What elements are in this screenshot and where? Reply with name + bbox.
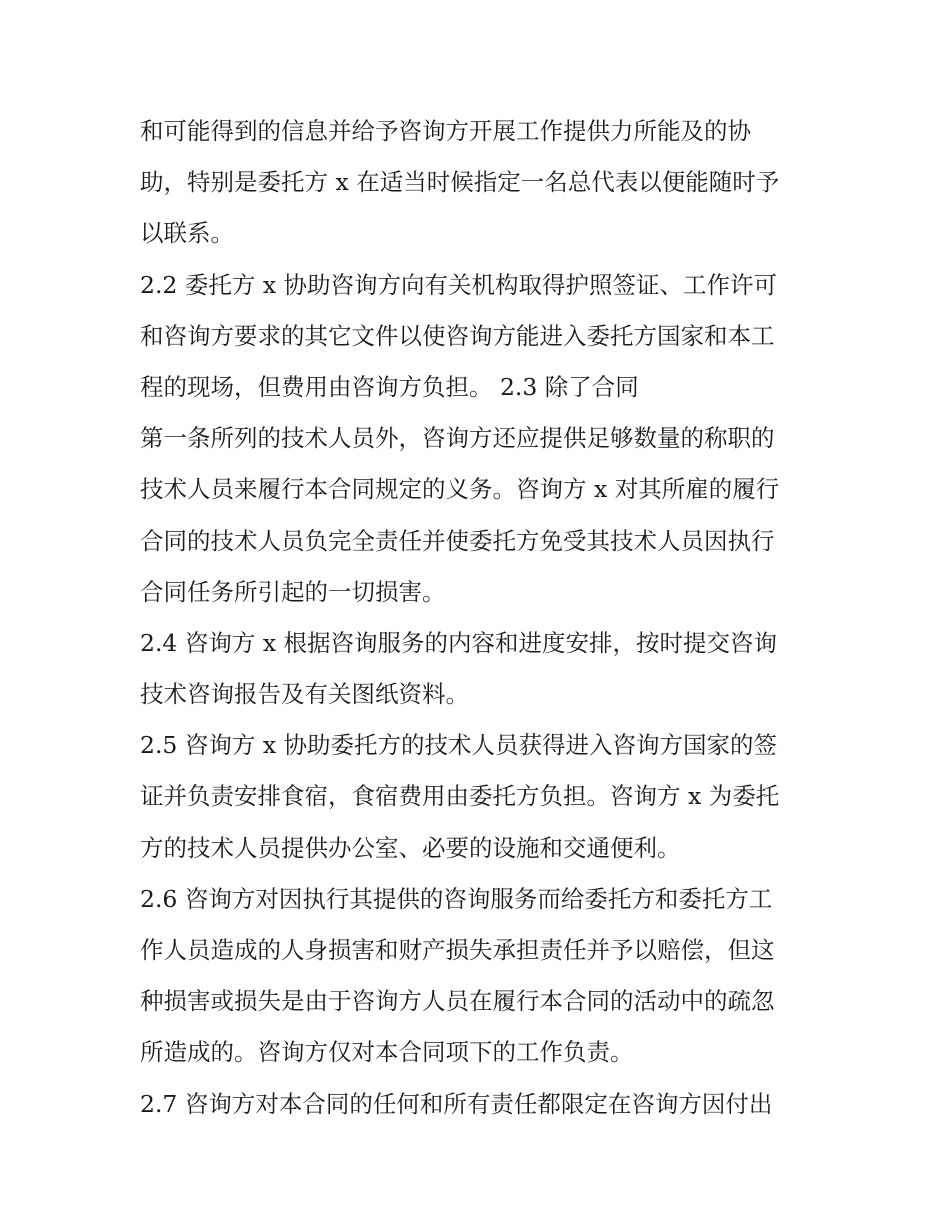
text-line: 证并负责安排食宿，食宿费用由委托方负担。咨询方 x 为委托 <box>140 782 780 811</box>
text-line: 第一条所列的技术人员外，咨询方还应提供足够数量的称职的 <box>140 424 775 453</box>
text-line: 合同任务所引起的一切损害。 <box>140 577 446 606</box>
text-line: 2.5 咨询方 x 协助委托方的技术人员获得进入咨询方国家的签 <box>140 731 778 760</box>
text-line: 和可能得到的信息并给予咨询方开展工作提供力所能及的协 <box>140 117 751 145</box>
text-line: 2.4 咨询方 x 根据咨询服务的内容和进度安排，按时提交咨询 <box>140 628 778 657</box>
text-line: 合同的技术人员负完全责任并使委托方免受其技术人员因执行 <box>140 526 775 555</box>
text-line: 方的技术人员提供办公室、必要的设施和交通便利。 <box>140 833 681 862</box>
text-line: 2.2 委托方 x 协助咨询方向有关机构取得护照签证、工作许可 <box>140 270 778 299</box>
text-line: 和咨询方要求的其它文件以使咨询方能进入委托方国家和本工 <box>140 321 775 350</box>
document-text <box>140 106 820 1130</box>
text-line: 所造成的。咨询方仅对本合同项下的工作负责。 <box>140 1038 634 1067</box>
text-line: 技术咨询报告及有关图纸资料。 <box>140 680 469 709</box>
text-line: 技术人员来履行本合同规定的义务。咨询方 x 对其所雇的履行 <box>140 475 780 504</box>
text-line: 以联系。 <box>140 219 234 248</box>
text-line: 2.6 咨询方对因执行其提供的咨询服务而给委托方和委托方工 <box>140 884 773 913</box>
text-line: 助，特别是委托方 x 在适当时候指定一名总代表以便能随时予 <box>140 168 780 197</box>
text-line: 程的现场，但费用由咨询方负担。 2.3 除了合同 <box>140 372 639 401</box>
text-line: 作人员造成的人身损害和财产损失承担责任并予以赔偿，但这 <box>140 936 775 964</box>
text-line: 2.7 咨询方对本合同的任何和所有责任都限定在咨询方因付出 <box>140 1089 773 1118</box>
text-line: 种损害或损失是由于咨询方人员在履行本合同的活动中的疏忽 <box>140 987 775 1016</box>
